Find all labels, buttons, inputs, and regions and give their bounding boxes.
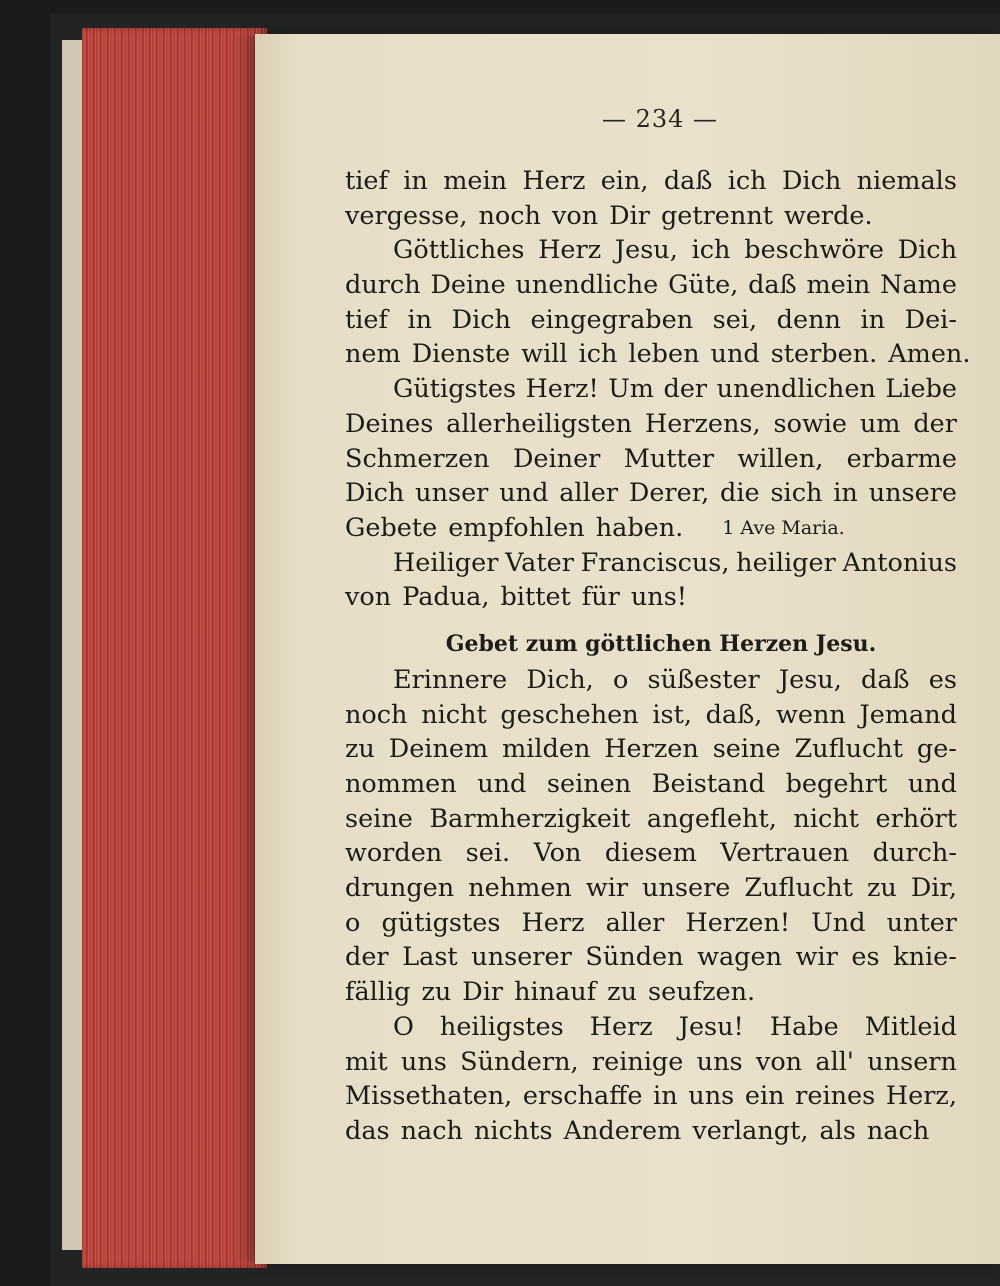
- word: wir: [585, 873, 629, 904]
- word: Barmherzigkeit: [429, 803, 631, 834]
- word: und: [499, 478, 549, 509]
- text-line: [345, 546, 957, 581]
- word: ein: [744, 1081, 785, 1112]
- word: Dir: [609, 200, 650, 231]
- word: Von: [533, 838, 582, 869]
- word: in: [653, 1081, 678, 1112]
- word: Herz: [589, 1011, 653, 1042]
- word: heiliger: [736, 547, 836, 578]
- word: Dienste: [411, 339, 511, 370]
- word: tief: [345, 304, 388, 335]
- text-line: [345, 303, 957, 338]
- word: Last: [402, 942, 458, 973]
- word: uns: [688, 1081, 735, 1112]
- word: und: [907, 769, 957, 799]
- word: seinen: [546, 769, 632, 799]
- word: in: [833, 478, 858, 509]
- word: für: [581, 582, 620, 613]
- word: empfohlen: [448, 512, 585, 543]
- text-line: [345, 442, 957, 477]
- word: Amen.: [888, 339, 971, 370]
- word: Herz!: [525, 374, 599, 405]
- word: mein: [443, 166, 508, 196]
- word: geschehen: [500, 699, 639, 730]
- word: die: [720, 478, 760, 509]
- word: unser: [415, 478, 489, 509]
- word: nicht: [421, 699, 487, 730]
- word: seine: [345, 803, 413, 834]
- word: worden: [345, 838, 443, 869]
- text-line: [345, 940, 957, 975]
- word: der: [913, 408, 957, 439]
- word: Dich,: [526, 664, 594, 695]
- word: nach: [400, 1115, 463, 1146]
- word: von: [755, 1046, 803, 1077]
- word: zu: [607, 977, 638, 1008]
- text-block-upper: [345, 164, 971, 615]
- word: seufzen.: [648, 977, 756, 1008]
- word: Dei-: [904, 304, 957, 335]
- text-line: [345, 372, 957, 407]
- word: Zuflucht: [744, 873, 853, 904]
- text-line: [345, 337, 971, 372]
- word: daß,: [705, 699, 763, 730]
- word: tief: [345, 166, 388, 196]
- word: Habe: [769, 1011, 839, 1042]
- word: zu: [345, 734, 375, 765]
- word: sowie: [773, 408, 848, 439]
- word: noch: [345, 699, 408, 730]
- word: Mutter: [623, 443, 715, 474]
- word: durch: [345, 270, 421, 301]
- word: ich: [578, 339, 618, 370]
- word: Derer,: [628, 478, 710, 509]
- word: wagen: [697, 942, 782, 973]
- text-line: [345, 836, 957, 871]
- word: ein,: [600, 166, 649, 196]
- word: will: [521, 339, 568, 370]
- word: Herz,: [885, 1081, 957, 1112]
- text-line: [345, 580, 957, 615]
- word: Dir,: [910, 873, 957, 904]
- paragraph: [345, 233, 971, 372]
- word: daß: [748, 270, 797, 301]
- paragraph: [345, 663, 957, 1010]
- word: Jesu,: [778, 664, 842, 695]
- word: aller: [605, 907, 665, 938]
- word: ich: [691, 235, 731, 266]
- word: sei.: [465, 838, 511, 869]
- word: nommen: [345, 769, 457, 799]
- word: Dich: [451, 304, 511, 335]
- word: diesem: [604, 838, 697, 869]
- word: als: [819, 1115, 856, 1146]
- word: wir: [795, 942, 838, 973]
- word: unendlichen: [716, 374, 876, 405]
- word: Antonius: [842, 547, 957, 578]
- word: ist,: [652, 699, 692, 730]
- word: Mitleid: [864, 1011, 957, 1042]
- word: Sündern,: [460, 1046, 579, 1077]
- paragraph: [345, 1010, 957, 1149]
- word: Erinnere: [393, 664, 508, 695]
- text-line: [345, 698, 957, 733]
- word: Herz: [522, 166, 586, 196]
- word: Vater: [505, 547, 574, 578]
- word: vergesse,: [345, 200, 468, 231]
- word: Deiner: [512, 443, 601, 474]
- word: unsere: [642, 873, 731, 904]
- word: reines: [795, 1081, 876, 1112]
- word: Missethaten,: [345, 1081, 513, 1112]
- word: erschaffe: [522, 1081, 643, 1112]
- word: zu: [866, 873, 897, 904]
- word: o: [612, 664, 629, 695]
- word: verlangt,: [692, 1115, 809, 1146]
- text-line: [345, 407, 957, 442]
- word: leben: [628, 339, 700, 370]
- word: ich: [727, 166, 767, 196]
- page-number: — 234 —: [601, 105, 719, 133]
- text-line: [345, 1010, 957, 1045]
- text-line: [345, 1114, 957, 1149]
- paragraph: [345, 372, 957, 545]
- word: Gütigstes: [393, 374, 517, 405]
- word: angefleht,: [646, 803, 777, 834]
- word: denn: [776, 304, 841, 335]
- word: Um: [608, 374, 654, 405]
- word: Sünden: [585, 942, 684, 973]
- word: wenn: [776, 699, 846, 730]
- word: daß: [663, 166, 713, 196]
- word: Schmerzen: [345, 443, 490, 474]
- word: erhört: [875, 803, 957, 834]
- text-line: [345, 767, 957, 802]
- word: das: [345, 1115, 390, 1146]
- word: niemals: [856, 166, 957, 196]
- word: Heiliger: [393, 547, 499, 578]
- word: Zuflucht: [794, 734, 903, 765]
- page-text: [345, 164, 971, 1149]
- word: es: [928, 664, 957, 695]
- word: willen,: [737, 443, 824, 474]
- word: nicht: [793, 803, 859, 834]
- word: Dir: [462, 977, 504, 1008]
- word: Deinem: [388, 734, 489, 765]
- word: süßester: [647, 664, 760, 695]
- word: erbarme: [846, 443, 957, 474]
- word: heiligstes: [439, 1011, 564, 1042]
- text-line: [345, 802, 957, 837]
- word: haben.: [595, 512, 684, 543]
- word: daß: [861, 664, 910, 695]
- word: und: [477, 769, 527, 799]
- word: unsere: [868, 478, 957, 509]
- text-line: [345, 975, 957, 1010]
- paragraph: [345, 546, 957, 615]
- word: zu: [421, 977, 452, 1008]
- word: Dich: [345, 478, 405, 509]
- word: beschwöre: [744, 235, 884, 266]
- word: drungen: [345, 873, 455, 904]
- prayer-heading: Gebet zum göttlichen Herzen Jesu.: [445, 630, 877, 657]
- word: Vertrauen: [720, 838, 850, 869]
- word: Herzen!: [685, 907, 791, 938]
- word: Anderem: [563, 1115, 682, 1146]
- word: Dich: [897, 235, 957, 266]
- word: milden: [502, 734, 591, 765]
- word: sei,: [712, 304, 758, 335]
- word: von: [345, 582, 392, 613]
- word: begehrt: [785, 769, 888, 799]
- word: Dich: [781, 166, 842, 196]
- word: knie-: [893, 942, 957, 973]
- word: noch: [478, 200, 541, 231]
- text-line: [345, 871, 957, 906]
- word: Jesu!: [678, 1011, 744, 1042]
- word: und: [710, 339, 760, 370]
- word: Herz: [521, 907, 585, 938]
- word: Herzens,: [644, 408, 761, 439]
- text-line: [345, 663, 957, 698]
- word: allerheiligsten: [446, 408, 633, 439]
- word: seine: [712, 734, 781, 765]
- word: in: [403, 166, 428, 196]
- word: durch-: [872, 838, 957, 869]
- word: in: [407, 304, 433, 335]
- word: Gebete: [345, 512, 438, 543]
- word: Jesu,: [614, 235, 678, 266]
- text-line: [345, 199, 957, 234]
- word: werde.: [784, 200, 873, 231]
- word: sich: [770, 478, 823, 509]
- text-line: [345, 732, 957, 767]
- text-line: [345, 1079, 957, 1114]
- word: Beistand: [651, 769, 766, 799]
- word: nem: [345, 339, 401, 370]
- word: nichts: [473, 1115, 553, 1146]
- word: all': [815, 1046, 854, 1077]
- word: Güte,: [668, 270, 739, 301]
- word: o: [345, 907, 361, 938]
- text-line: [345, 268, 957, 303]
- text-line: [345, 233, 957, 268]
- word: Jemand: [859, 699, 957, 730]
- word: mein: [806, 270, 871, 301]
- word: reinige: [591, 1046, 684, 1077]
- word: in: [860, 304, 886, 335]
- word: unter: [886, 907, 957, 938]
- word: unendliche: [515, 270, 659, 301]
- word: fällig: [345, 977, 411, 1008]
- word: nach: [866, 1115, 930, 1146]
- word: uns: [400, 1046, 447, 1077]
- word: Göttliches: [393, 235, 525, 266]
- word: aller: [559, 478, 619, 509]
- word: um: [859, 408, 901, 439]
- text-line: [345, 511, 957, 546]
- text-block-lower: [345, 663, 957, 1149]
- word: Deine: [430, 270, 506, 301]
- word: der: [663, 374, 708, 405]
- word: unsern: [867, 1046, 957, 1077]
- paragraph: [345, 164, 957, 233]
- text-line: [345, 1045, 957, 1080]
- word: Herz: [538, 235, 602, 266]
- text-line: [345, 476, 957, 511]
- word: Padua,: [402, 582, 490, 613]
- word: uns: [696, 1046, 743, 1077]
- word: eingegraben: [530, 304, 694, 335]
- word: Deines: [345, 408, 434, 439]
- word: nehmen: [468, 873, 572, 904]
- word: O: [393, 1011, 414, 1042]
- word: getrennt: [660, 200, 773, 231]
- word: der: [345, 942, 389, 973]
- word: sterben.: [770, 339, 878, 370]
- word: bittet: [500, 582, 571, 613]
- word: hinauf: [514, 977, 597, 1008]
- word: 1 Ave Maria.: [722, 516, 845, 539]
- word: Franciscus,: [580, 547, 730, 578]
- word: unserer: [471, 942, 572, 973]
- text-line: [345, 164, 957, 199]
- word: Herzen: [604, 734, 699, 765]
- text-line: [345, 906, 957, 941]
- word: mit: [345, 1046, 388, 1077]
- word: gütigstes: [381, 907, 501, 938]
- word: von: [551, 200, 599, 231]
- word: Name: [880, 270, 957, 301]
- word: es: [851, 942, 880, 973]
- word: uns!: [630, 582, 688, 613]
- word: Und: [811, 907, 866, 938]
- word: ge-: [916, 734, 957, 765]
- word: Liebe: [885, 374, 957, 405]
